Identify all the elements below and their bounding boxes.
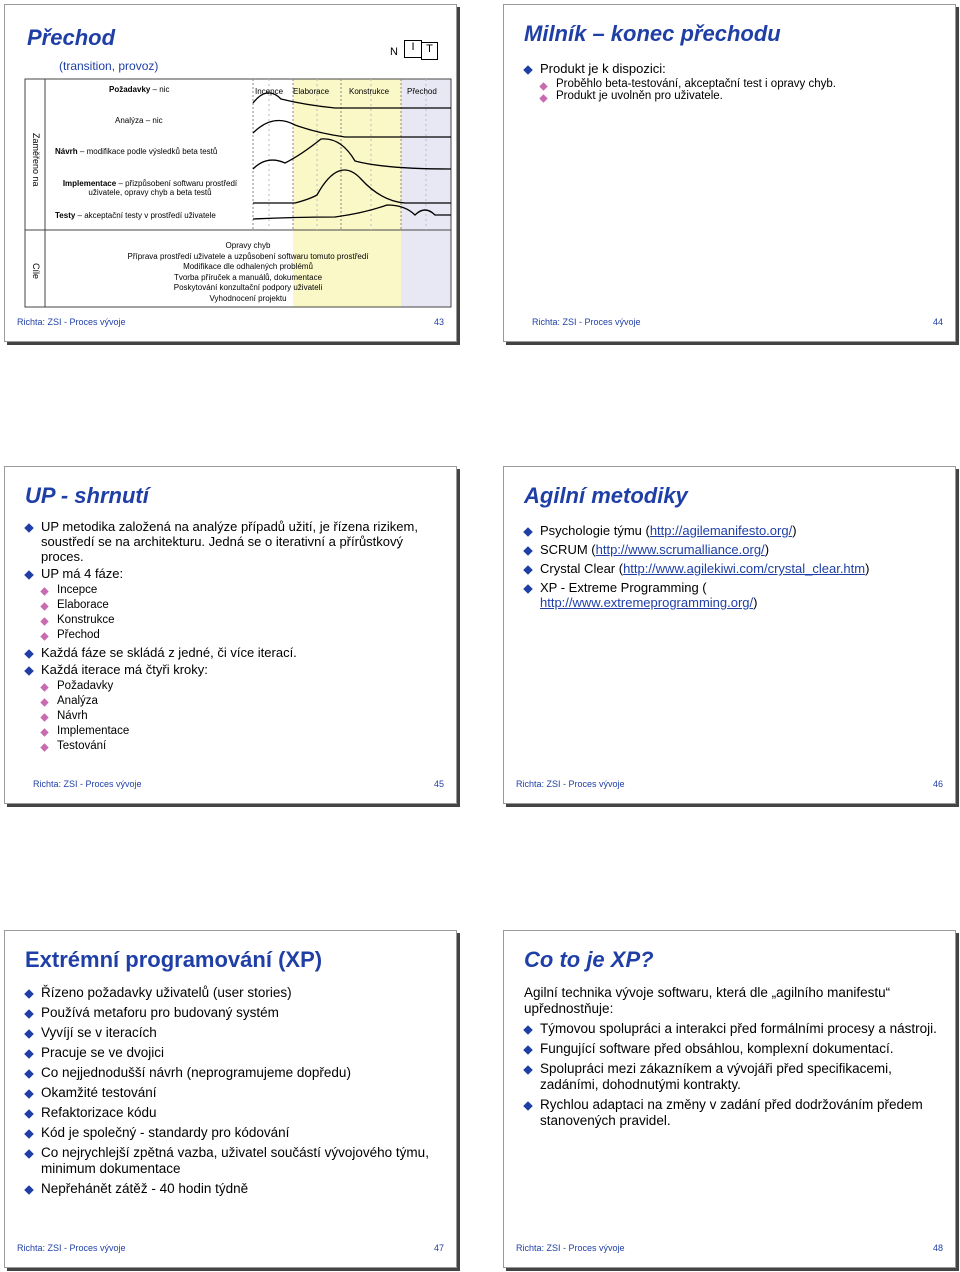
footer-text: Richta: ZSI - Proces vývoje xyxy=(17,1243,126,1253)
bullet-item: Týmovou spolupráci a interakci před formálními procesy a nástroji. xyxy=(524,1021,939,1037)
link-extremeprogramming[interactable]: http://www.extremeprogramming.org/ xyxy=(540,595,754,610)
bullet-item: Fungující software před obsáhlou, komplexní dokumentací. xyxy=(524,1041,939,1057)
slide-43 xyxy=(4,4,457,342)
slide-title: Přechod xyxy=(27,25,116,50)
bullet-item: Rychlou adaptaci na změny v zadání před dodržováním předem stanovených pravidel. xyxy=(524,1097,939,1129)
bullet-item: Pracuje se ve dvojici xyxy=(25,1045,445,1061)
bullet-item: Okamžité testování xyxy=(25,1085,445,1101)
sub-list xyxy=(41,583,425,643)
side-label-goals: Cíle xyxy=(31,263,41,280)
bullet-item: Crystal Clear (http://www.agilekiwi.com/crystal_clear.htm) xyxy=(524,561,944,576)
sub-item: Elaborace xyxy=(41,598,425,613)
bullet-item: Používá metaforu pro budovaný systém xyxy=(25,1005,445,1021)
row-label: Implementace xyxy=(62,179,117,188)
nit-i: I xyxy=(404,40,422,58)
slide-48 xyxy=(503,930,956,1268)
goal-item: Příprava prostředí uživatele a uzpůsobení softwaru tomuto prostředí xyxy=(127,251,369,261)
bullet-item: Co nejrychlejší zpětná vazba, uživatel součástí vývojového týmu, minimum dokumentace xyxy=(25,1145,445,1177)
row-desc: modifikace podle výsledků beta testů xyxy=(86,147,218,156)
slide-44 xyxy=(503,4,956,342)
sub-item: Produkt je uvolněn pro uživatele. xyxy=(540,90,944,102)
intro-text: Agilní technika vývoje softwaru, která dle „agilního manifestu“ upřednostňuje: xyxy=(524,985,891,1016)
slide-title: Extrémní programování (XP) xyxy=(25,947,323,972)
sub-list xyxy=(41,679,425,754)
row-testy: Testy – akceptační testy v prostředí uživatele xyxy=(55,211,216,220)
bullet-list xyxy=(524,61,944,102)
slide-title: Milník – konec přechodu xyxy=(524,21,781,46)
sub-item: Konstrukce xyxy=(41,613,425,628)
bullet-item: Nepřehánět zátěž - 40 hodin týdně xyxy=(25,1181,445,1197)
goal-item: Vyhodnocení projektu xyxy=(209,293,287,303)
bullet-item: XP - Extreme Programming ( http://www.extremeprogramming.org/) xyxy=(524,580,944,610)
row-label: Návrh xyxy=(55,147,78,156)
bullet-item: SCRUM (http://www.scrumalliance.org/) xyxy=(524,542,944,557)
sub-item: Analýza xyxy=(41,694,425,709)
bullet-item: Co nejjednodušší návrh (neprogramujeme dopředu) xyxy=(25,1065,445,1081)
bullet-item: Každá fáze se skládá z jedné, či více iterací. xyxy=(25,645,425,660)
bullet-item: Vyvíjí se v iteracích xyxy=(25,1025,445,1041)
row-desc: nic xyxy=(152,116,163,125)
goal-item: Opravy chyb xyxy=(225,241,271,250)
bullet-list xyxy=(524,1021,939,1129)
row-label: Testy xyxy=(55,211,76,220)
page-number: 48 xyxy=(932,1243,943,1253)
row-desc: akceptační testy v prostředí uživatele xyxy=(84,211,216,220)
nit-n: N xyxy=(390,46,398,58)
link-agilekiwi[interactable]: http://www.agilekiwi.com/crystal_clear.htm xyxy=(623,561,866,576)
bullet-item: Psychologie týmu (http://agilemanifesto.org/) xyxy=(524,523,944,538)
bullet-item: UP metodika založená na analýze případů užití, je řízena rizikem, soustředí se na architekturu. Jedná se o iterativní a přírůstkový proces. xyxy=(25,519,425,564)
row-pozadavky: Požadavky – nic xyxy=(109,85,170,94)
nit-t: T xyxy=(421,42,438,60)
row-desc: nic xyxy=(159,85,170,94)
sub-item: Implementace xyxy=(41,724,425,739)
goal-item: Modifikace dle odhalených problémů xyxy=(183,262,313,271)
phase-label-prechod: Přechod xyxy=(407,87,437,96)
footer-text: Richta: ZSI - Proces vývoje xyxy=(17,317,126,327)
footer-text: Richta: ZSI - Proces vývoje xyxy=(516,779,625,789)
page-number: 47 xyxy=(433,1243,444,1253)
bullet-list xyxy=(25,519,425,754)
slide-47 xyxy=(4,930,457,1268)
row-desc: přizpůsobení softwaru prostředí uživatele, opravy chyb a beta testů xyxy=(88,179,238,197)
link-agilemanifesto[interactable]: http://agilemanifesto.org/ xyxy=(649,523,793,538)
sub-item: Proběhlo beta-testování, akceptační test i opravy chyb. xyxy=(540,78,944,90)
bullet-item: Spolupráci mezi zákazníkem a vývojáři před specifikacemi, zadáními, dohodnutými kontrakty. xyxy=(524,1061,939,1093)
goals-list xyxy=(45,241,451,304)
row-label: Požadavky xyxy=(109,85,151,94)
row-implementace: Implementace – přizpůsobení softwaru prostředí uživatele, opravy chyb a beta testů xyxy=(62,179,238,197)
side-label-focus: Zaměřeno na xyxy=(31,133,41,187)
footer-text: Richta: ZSI - Proces vývoje xyxy=(532,317,641,327)
slide-title: Agilní metodiky xyxy=(524,483,688,508)
goal-item: Tvorba příruček a manuálů, dokumentace xyxy=(173,272,323,282)
phase-label-incepce: Incepce xyxy=(255,87,284,96)
bullet-item: Refaktorizace kódu xyxy=(25,1105,445,1121)
row-analyza: Analýza – nic xyxy=(115,116,163,125)
row-label: Analýza xyxy=(115,116,144,125)
slide-title: UP - shrnutí xyxy=(25,483,149,508)
sub-item: Incepce xyxy=(41,583,425,598)
link-scrumalliance[interactable]: http://www.scrumalliance.org/ xyxy=(595,542,765,557)
bullet-item: Řízeno požadavky uživatelů (user stories) xyxy=(25,985,445,1001)
bullet-list xyxy=(25,985,445,1197)
slide-46 xyxy=(503,466,956,804)
sub-item: Návrh xyxy=(41,709,425,724)
page-number: 46 xyxy=(932,779,943,789)
bullet-item: UP má 4 fáze: Incepce Elaborace Konstrukce Přechod xyxy=(25,566,425,643)
sub-item: Testování xyxy=(41,739,425,754)
slide-45 xyxy=(4,466,457,804)
phase-label-konstrukce: Konstrukce xyxy=(349,87,390,96)
page-number: 44 xyxy=(932,317,943,327)
page-number: 45 xyxy=(433,779,444,789)
page-number: 43 xyxy=(433,317,444,327)
bullet-list xyxy=(524,523,944,610)
bullet-item: Kód je společný - standardy pro kódování xyxy=(25,1125,445,1141)
sub-list xyxy=(540,78,944,102)
phase-label-elaborace: Elaborace xyxy=(293,87,330,96)
sub-item: Přechod xyxy=(41,628,425,643)
sub-item: Požadavky xyxy=(41,679,425,694)
bullet-item: Produkt je k dispozici: Proběhlo beta-testování, akceptační test i opravy chyb. Produkt je uvolněn pro uživatele. xyxy=(524,61,944,102)
slide-title: Co to je XP? xyxy=(524,947,654,972)
row-navrh: Návrh – modifikace podle výsledků beta testů xyxy=(55,147,218,156)
footer-text: Richta: ZSI - Proces vývoje xyxy=(33,779,142,789)
goal-item: Poskytování konzultační podpory uživateli xyxy=(173,283,323,292)
slide-subtitle: (transition, provoz) xyxy=(59,59,159,73)
bullet-item: Každá iterace má čtyři kroky: Požadavky Analýza Návrh Implementace Testování xyxy=(25,662,425,754)
footer-text: Richta: ZSI - Proces vývoje xyxy=(516,1243,625,1253)
